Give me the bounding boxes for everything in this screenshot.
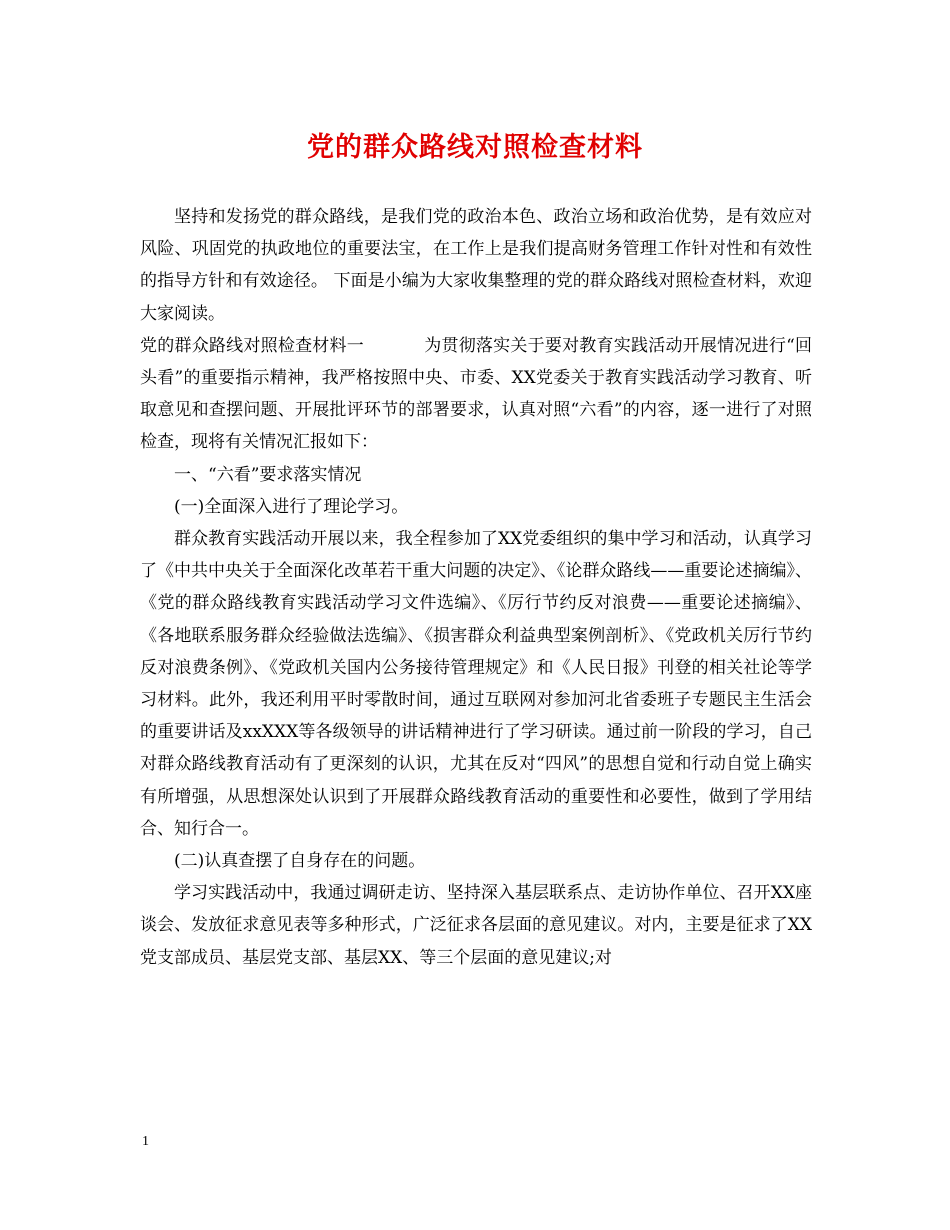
- paragraph-intro: 坚持和发扬党的群众路线，是我们党的政治本色、政治立场和政治优势，是有效应对风险、巩固党的执政地位的重要法宝，在工作上是我们提高财务管理工作针对性和有效性的指导方针和有效途径。 下面是小编为大家收集整理的党的群众路线对照检查材料，欢迎大家阅读。: [140, 207, 812, 324]
- document-title: 党的群众路线对照检查材料: [307, 132, 643, 163]
- section-heading: 党的群众路线对照检查材料一: [140, 335, 364, 356]
- paragraph-subheading-2: (二)认真查摆了自身存在的问题。: [174, 851, 426, 872]
- page-number: 1: [142, 1134, 149, 1149]
- paragraph-six-looks: 一、“六看”要求落实情况: [174, 464, 362, 485]
- paragraph-study: 群众教育实践活动开展以来，我全程参加了XX党委组织的集中学习和活动，认真学习了《中共中央关于全面深化改革若干重大问题的决定》、《论群众路线——重要论述摘编》、《党的群众路线教育实践活动学习文件选编》、《厉行节约反对浪费——重要论述摘编》、《各地联系服务群众经验做法选编》、《损害群众利益典型案例剖析》、《党政机关厉行节约反对浪费条例》、《党政机关国内公务接待管理规定》和《人民日报》刊登的相关社论等学习材料。此外，我还利用平时零散时间，通过互联网对参加河北省委班子专题民主生活会的重要讲话及xxXXX等各级领导的讲话精神进行了学习研读。通过前一阶段的学习，自己对群众路线教育活动有了更深刻的认识，尤其在反对“四风”的思想自觉和行动自觉上确实有所增强，从思想深处认识到了开展群众路线教育活动的重要性和必要性，做到了学用结合、知行合一。: [140, 529, 812, 839]
- section-text: 为贯彻落实关于要对教育实践活动开展情况进行“回头看”的重要指示精神，我严格按照中央、市委、XX党委关于教育实践活动学习教育、听取意见和查摆问题、开展批评环节的部署要求，认真对照“六看”的内容，逐一进行了对照检查，现将有关情况汇报如下：: [140, 335, 812, 453]
- document-body: [140, 201, 812, 974]
- paragraph-subheading-1: (一)全面深入进行了理论学习。: [174, 496, 409, 517]
- paragraph-section-one: [140, 330, 812, 459]
- paragraph-investigation: 学习实践活动中，我通过调研走访、坚持深入基层联系点、走访协作单位、召开XX座谈会、发放征求意见表等多种形式，广泛征求各层面的意见建议。对内，主要是征求了XX党支部成员、基层党支部、基层XX、等三个层面的意见建议;对: [140, 883, 812, 968]
